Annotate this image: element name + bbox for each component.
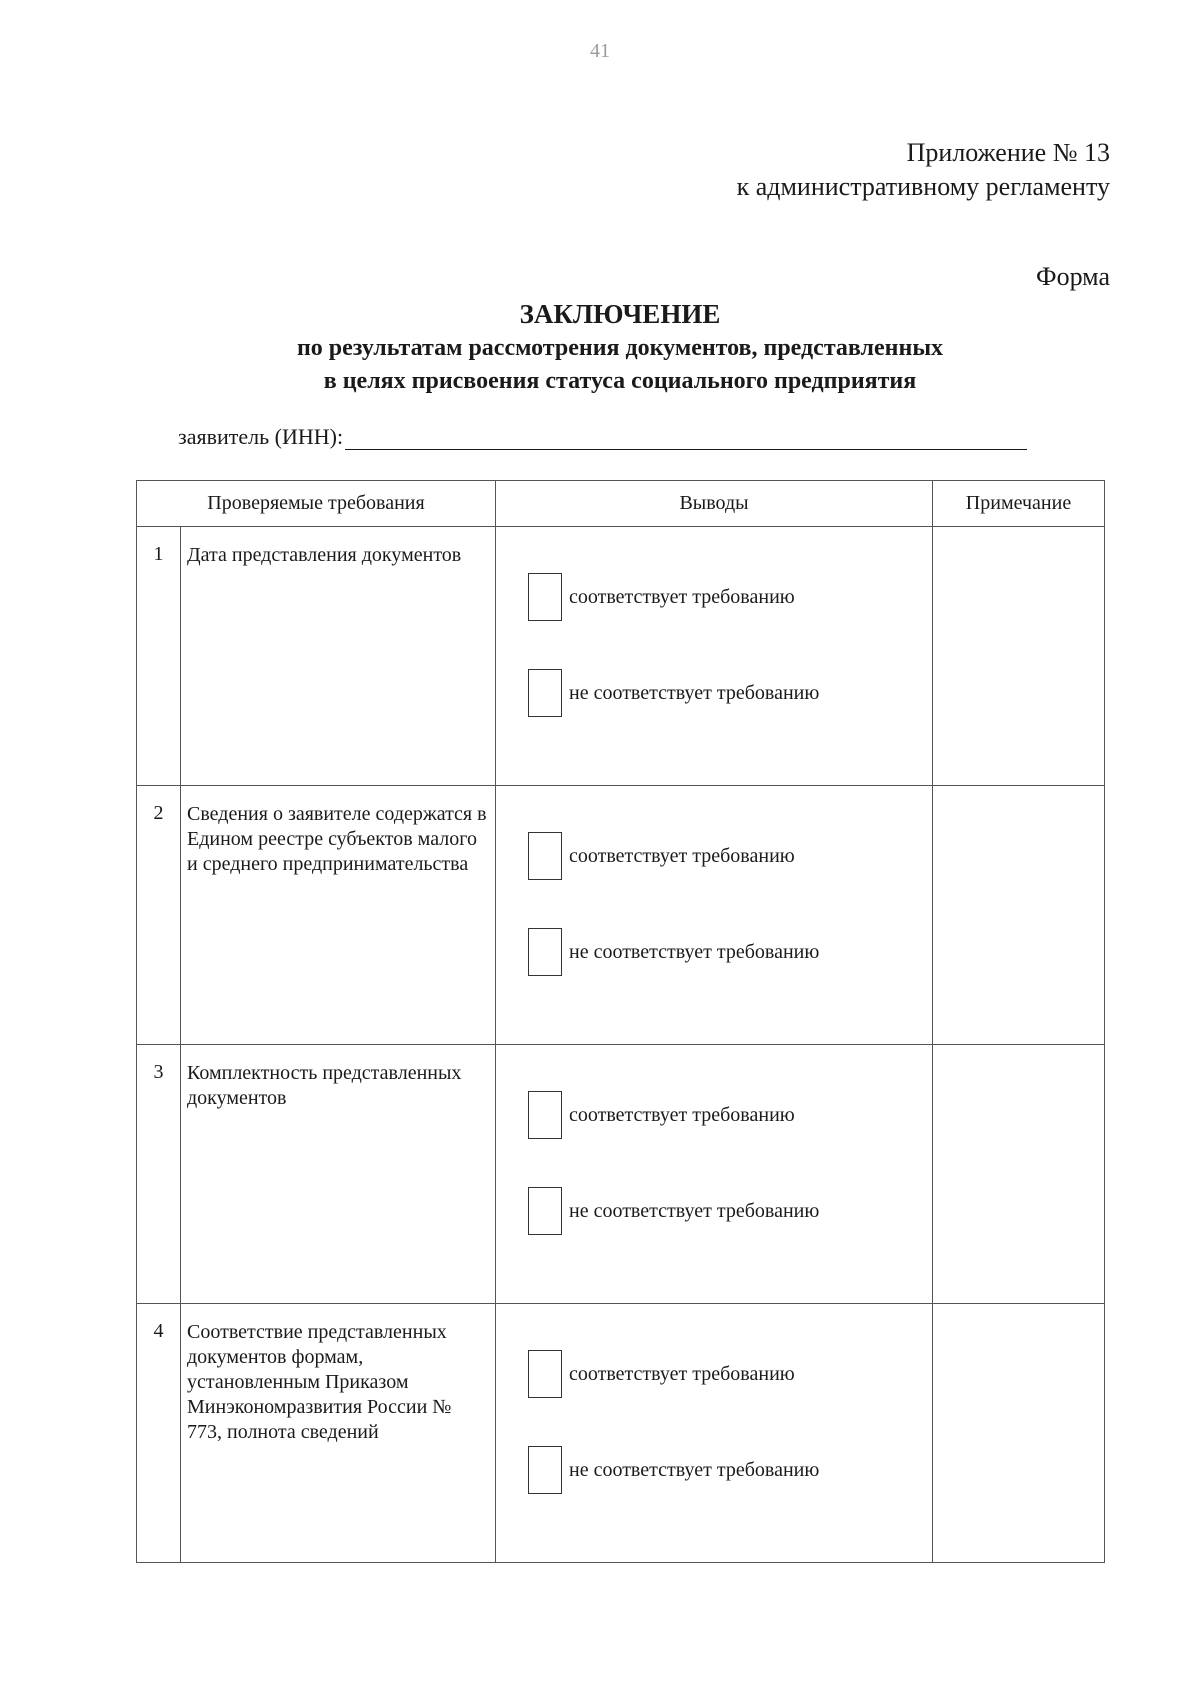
meets-checkbox[interactable] [528, 832, 562, 880]
title-main: ЗАКЛЮЧЕНИЕ [519, 299, 721, 329]
header-conclusions: Выводы [496, 481, 933, 527]
requirement-text: Соответствие представленных документов формам, установленным Приказом Минэкономразвития России № 773, полнота сведений [181, 1304, 496, 1563]
option-label: не соответствует требованию [569, 1199, 820, 1222]
applicant-label: заявитель (ИНН): [178, 424, 344, 449]
option-not-meets [528, 928, 932, 976]
title-subtitle-line-1: по результатам рассмотрения документов, представленных [296, 335, 944, 361]
conclusion-cell [496, 527, 933, 786]
table-row [137, 527, 1105, 786]
option-label: соответствует требованию [569, 1103, 795, 1126]
requirement-text: Сведения о заявителе содержатся в Едином реестре субъектов малого и среднего предпринимательства [181, 786, 496, 1045]
requirement-text: Комплектность представленных документов [181, 1045, 496, 1304]
meets-checkbox[interactable] [528, 1091, 562, 1139]
requirements-table [136, 480, 1105, 1563]
annex-number: Приложение № 13 [906, 138, 1110, 167]
option-meets [528, 1091, 932, 1139]
option-meets [528, 832, 932, 880]
not-meets-checkbox[interactable] [528, 928, 562, 976]
option-meets [528, 1350, 932, 1398]
row-number: 1 [137, 527, 181, 786]
not-meets-checkbox[interactable] [528, 669, 562, 717]
note-cell[interactable] [933, 1304, 1105, 1563]
row-number: 2 [137, 786, 181, 1045]
header-requirements: Проверяемые требования [137, 481, 496, 527]
not-meets-checkbox[interactable] [528, 1446, 562, 1494]
conclusion-cell [496, 786, 933, 1045]
option-label: не соответствует требованию [569, 681, 820, 704]
conclusion-cell [496, 1045, 933, 1304]
conclusion-cell [496, 1304, 933, 1563]
form-label: Форма [1036, 262, 1110, 291]
row-number: 4 [137, 1304, 181, 1563]
option-label: не соответствует требованию [569, 940, 820, 963]
applicant-field [178, 424, 1027, 450]
option-label: соответствует требованию [569, 844, 795, 867]
option-label: соответствует требованию [569, 1362, 795, 1385]
not-meets-checkbox[interactable] [528, 1187, 562, 1235]
table-row [137, 786, 1105, 1045]
option-meets [528, 573, 932, 621]
applicant-inn-input[interactable] [345, 427, 1027, 450]
note-cell[interactable] [933, 786, 1105, 1045]
meets-checkbox[interactable] [528, 573, 562, 621]
option-not-meets [528, 669, 932, 717]
option-label: не соответствует требованию [569, 1458, 820, 1481]
option-not-meets [528, 1446, 932, 1494]
header-note: Примечание [933, 481, 1105, 527]
document-title [0, 296, 1200, 398]
table-row [137, 1045, 1105, 1304]
requirement-text: Дата представления документов [181, 527, 496, 786]
note-cell[interactable] [933, 1045, 1105, 1304]
row-number: 3 [137, 1045, 181, 1304]
table-header-row [137, 481, 1105, 527]
note-cell[interactable] [933, 527, 1105, 786]
table-row [137, 1304, 1105, 1563]
title-subtitle-line-2: в целях присвоения статуса социального предприятия [323, 368, 917, 394]
option-label: соответствует требованию [569, 585, 795, 608]
page-number: 41 [590, 40, 610, 62]
meets-checkbox[interactable] [528, 1350, 562, 1398]
option-not-meets [528, 1187, 932, 1235]
annex-regulation: к административному регламенту [736, 172, 1110, 201]
annex-reference [737, 136, 1110, 204]
